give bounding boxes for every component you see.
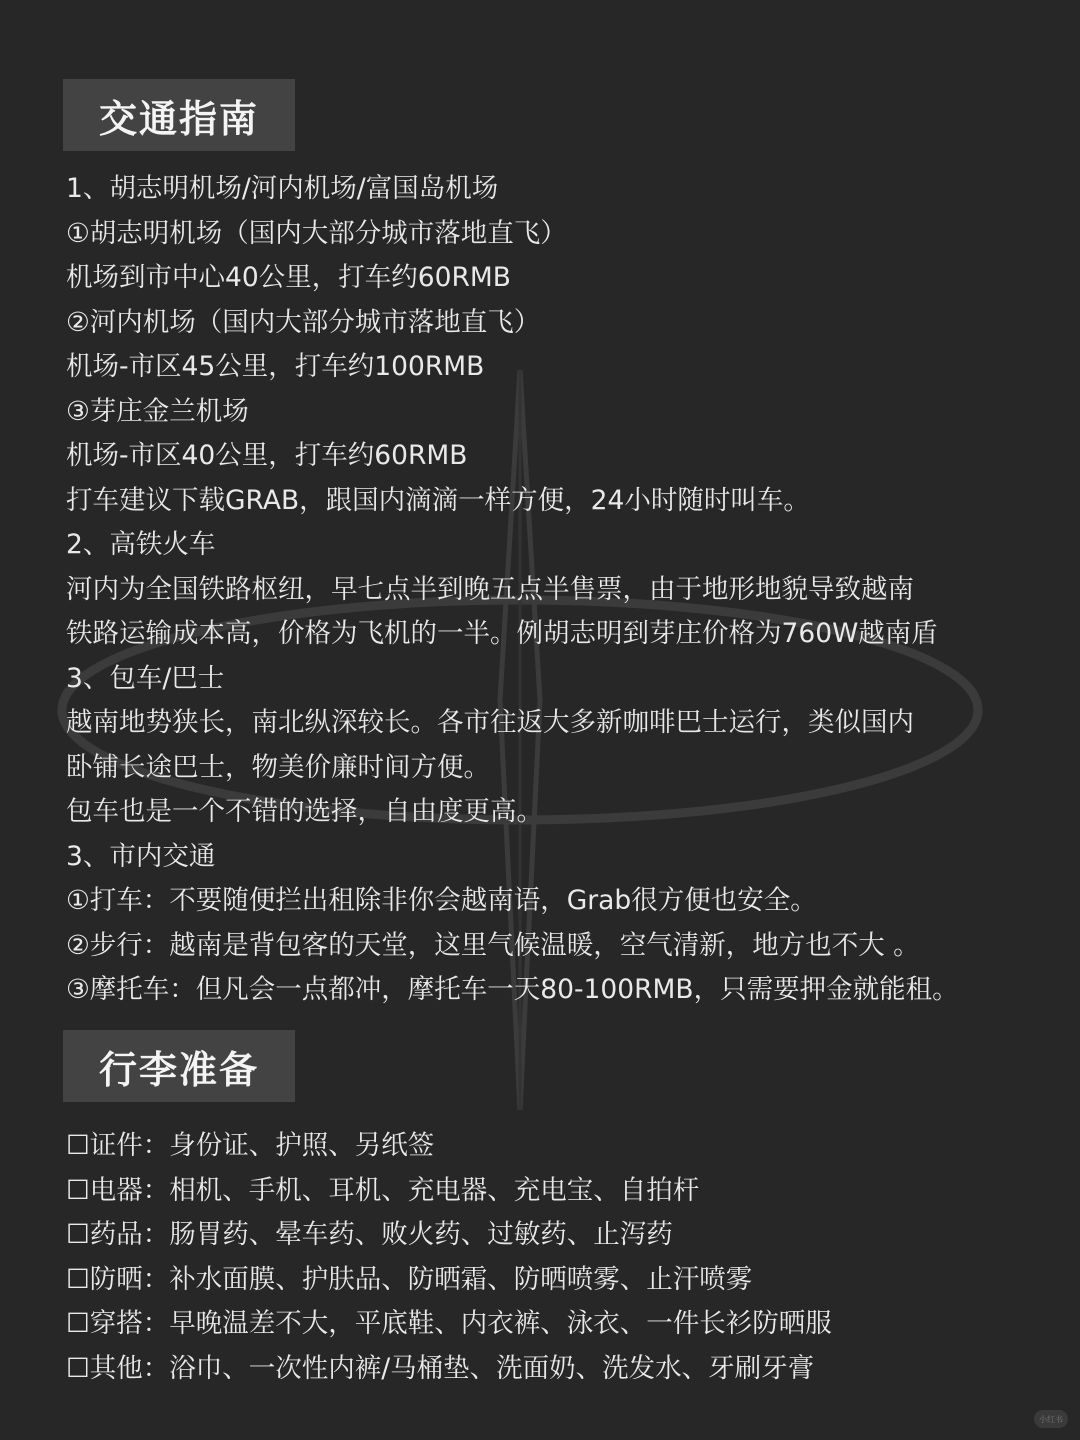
- transport-line: 机场-市区40公里，打车约60RMB: [66, 440, 468, 471]
- transport-line: 3、市内交通: [66, 840, 216, 872]
- transport-line: 河内为全国铁路枢纽，早七点半到晚五点半售票，由于地形地貌导致越南: [66, 573, 914, 605]
- transport-line: 卧铺长途巴士，物美价廉时间方便。: [66, 751, 490, 783]
- transport-line: 越南地势狭长，南北纵深较长。各市往返大多新咖啡巴士运行，类似国内: [66, 707, 914, 738]
- transport-line: ②步行：越南是背包客的天堂，这里气候温暖，空气清新，地方也不大 。: [66, 929, 920, 961]
- transport-line: ②河内机场（国内大部分城市落地直飞）: [66, 306, 541, 338]
- transport-line: 打车建议下载GRAB，跟国内滴滴一样方便，24小时随时叫车。: [66, 484, 810, 516]
- transport-line: 包车也是一个不错的选择，自由度更高。: [66, 796, 543, 827]
- transport-line: 机场到市中心40公里，打车约60RMB: [66, 262, 511, 293]
- checklist-item: ☐电器：相机、手机、耳机、充电器、充电宝、自拍杆: [66, 1174, 700, 1206]
- brand-logo: 小红书: [1034, 1410, 1068, 1428]
- transport-line: 1、胡志明机场/河内机场/富国岛机场: [66, 173, 499, 204]
- transport-line: ①胡志明机场（国内大部分城市落地直飞）: [66, 217, 567, 249]
- checklist-item: ☐药品：肠胃药、晕车药、败火药、过敏药、止泻药: [66, 1219, 673, 1250]
- luggage-content: [66, 1124, 1060, 1391]
- checklist-item: ☐证件：身份证、护照、另纸签: [66, 1130, 435, 1161]
- transport-line: 铁路运输成本高，价格为飞机的一半。例胡志明到芽庄价格为760W越南盾: [66, 618, 938, 649]
- transport-line: ①打车：不要随便拦出租除非你会越南语，Grab很方便也安全。: [66, 885, 817, 916]
- transport-content: [66, 167, 1060, 1013]
- transport-line: 机场-市区45公里，打车约100RMB: [66, 351, 485, 382]
- section-title-transport: 交通指南: [63, 79, 295, 151]
- checklist-item: ☐其他：浴巾、一次性内裤/马桶垫、洗面奶、洗发水、牙刷牙膏: [66, 1352, 815, 1384]
- transport-line: ③芽庄金兰机场: [66, 395, 249, 427]
- transport-line: ③摩托车：但凡会一点都冲，摩托车一天80-100RMB，只需要押金就能租。: [66, 974, 959, 1005]
- checklist-item: ☐穿搭：早晚温差不大，平底鞋、内衣裤、泳衣、一件长衫防晒服: [66, 1308, 832, 1339]
- checklist-item: ☐防晒：补水面膜、护肤品、防晒霜、防晒喷雾、止汗喷雾: [66, 1263, 753, 1295]
- section-title-luggage: 行李准备: [63, 1030, 295, 1102]
- transport-line: 2、高铁火车: [66, 529, 216, 560]
- transport-line: 3、包车/巴士: [66, 662, 225, 694]
